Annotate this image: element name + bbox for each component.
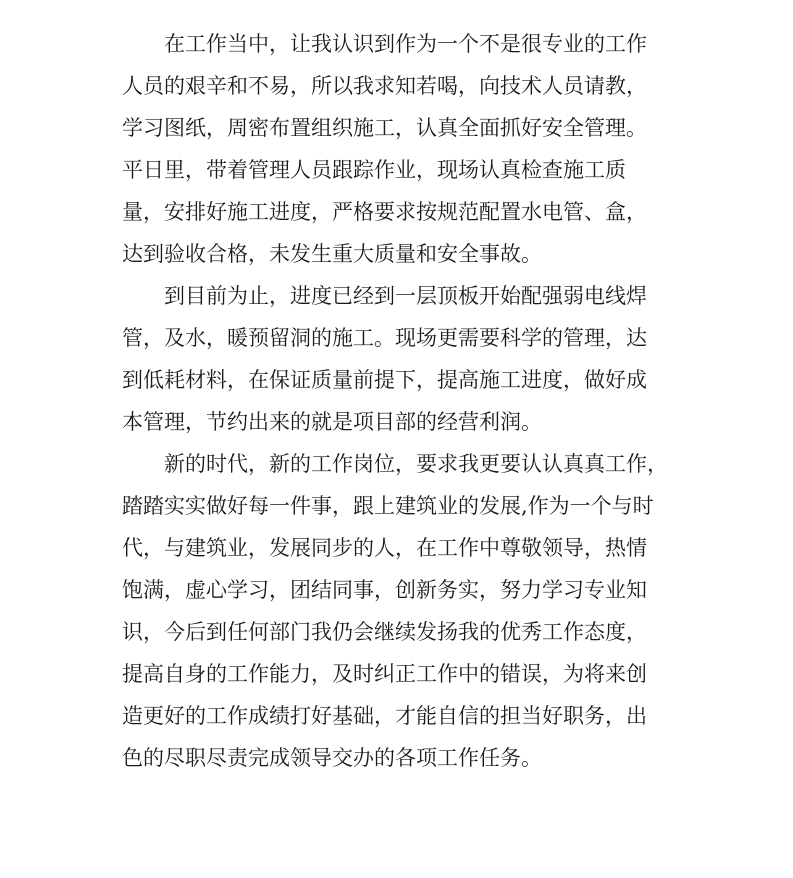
- paragraph-3-line-6: 提高自身的工作能力，及时纠正工作中的错误，为将来创: [122, 662, 647, 686]
- paragraph-2-line-2: 管，及水，暖预留洞的施工。现场更需要科学的管理，达: [122, 326, 647, 350]
- paragraph-1-line-3: 学习图纸，周密布置组织施工，认真全面抓好安全管理。: [122, 116, 647, 140]
- paragraph-1-line-5: 量，安排好施工进度，严格要求按规范配置水电管、盒，: [122, 200, 647, 224]
- paragraph-1-line-4: 平日里，带着管理人员跟踪作业，现场认真检查施工质: [122, 158, 626, 182]
- paragraph-2-line-1: 到目前为止，进度已经到一层顶板开始配强弱电线焊: [164, 284, 647, 308]
- paragraph-3-line-1: 新的时代，新的工作岗位，要求我更要认认真真工作，: [164, 452, 668, 476]
- paragraph-3-line-8: 色的尽职尽责完成领导交办的各项工作任务。: [122, 746, 542, 770]
- paragraph-1-line-6: 达到验收合格，未发生重大质量和安全事故。: [122, 242, 542, 266]
- paragraph-3-line-3: 代，与建筑业，发展同步的人，在工作中尊敬领导，热情: [122, 536, 647, 560]
- paragraph-1-line-1: 在工作当中，让我认识到作为一个不是很专业的工作: [164, 32, 647, 56]
- paragraph-3-line-5: 识，今后到任何部门我仍会继续发扬我的优秀工作态度，: [122, 620, 647, 644]
- paragraph-2-line-3: 到低耗材料，在保证质量前提下，提高施工进度，做好成: [122, 368, 647, 392]
- paragraph-2-line-4: 本管理，节约出来的就是项目部的经营利润。: [122, 410, 542, 434]
- paragraph-3-line-2: 踏踏实实做好每一件事，跟上建筑业的发展,作为一个与时: [122, 494, 654, 518]
- paragraph-1-line-2: 人员的艰辛和不易，所以我求知若喝，向技术人员请教，: [122, 74, 647, 98]
- paragraph-3-line-7: 造更好的工作成绩打好基础，才能自信的担当好职务，出: [122, 704, 647, 728]
- paragraph-3-line-4: 饱满，虚心学习，团结同事，创新务实，努力学习专业知: [122, 578, 647, 602]
